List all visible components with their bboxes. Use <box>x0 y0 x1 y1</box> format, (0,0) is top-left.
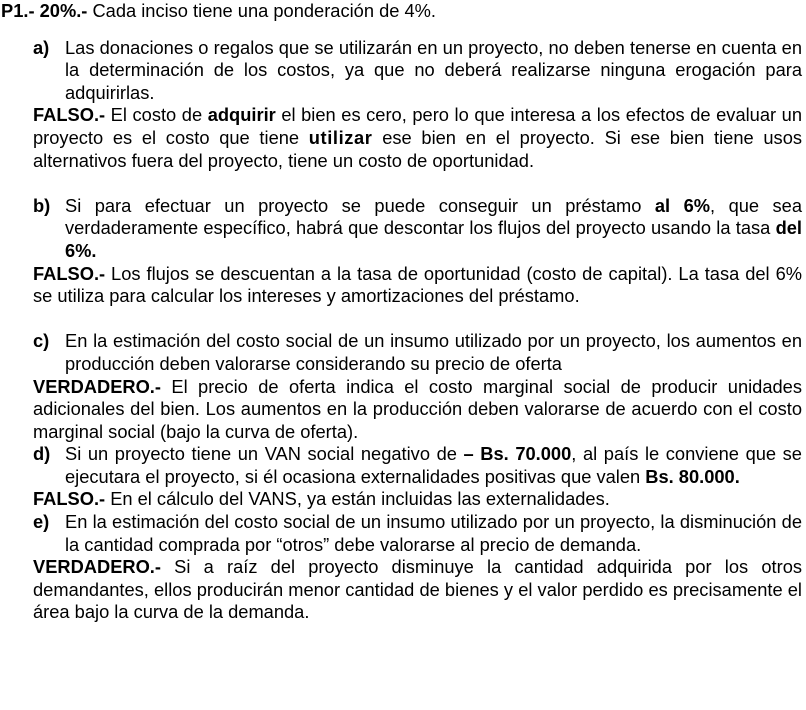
item-b-rate-1: al 6% <box>654 194 711 216</box>
item-e-text: En la estimación del costo social de un insumo utilizado por un proyecto, la disminución de la cantidad comprada por “otros” debe valorarse al precio de demanda. <box>65 511 802 555</box>
item-e-answer-text: Si a raíz del proyecto disminuye la cantidad adquirida por los otros demandantes, ellos producirán menor cantidad de bienes y el valor perdido es precisamente el área bajo la curva de la demanda. <box>33 556 802 623</box>
item-a-verdict: FALSO.- <box>33 104 106 126</box>
item-d-answer-text: En el cálculo del VANS, ya están incluidas las externalidades. <box>105 488 610 510</box>
item-b-text-part-2: , que sea verdaderamente específico, habrá que descontar los flujos del proyecto usando la tasa <box>65 194 803 239</box>
item-a-letter: a) <box>33 36 50 58</box>
item-d-answer <box>1 488 802 511</box>
item-e-letter: e) <box>33 511 50 533</box>
item-a-answer-bold-2: utilizar <box>308 126 373 148</box>
paragraph-gap <box>1 308 802 331</box>
item-c-text: En la estimación del costo social de un insumo utilizado por un proyecto, los aumentos en producción deben valorarse considerando su precio de oferta <box>65 330 802 374</box>
question-weighting: Cada inciso tiene una ponderación de 4%. <box>87 0 436 21</box>
item-b-letter: b) <box>33 194 51 216</box>
item-c-answer <box>1 376 802 444</box>
item-e-answer <box>1 556 802 624</box>
item-d-letter: d) <box>33 443 51 465</box>
item-b-answer <box>1 263 802 308</box>
item-a-question <box>1 37 802 105</box>
paragraph-gap <box>1 172 802 195</box>
item-b-rate-2: del 6%. <box>65 217 802 261</box>
item-c-question <box>1 330 802 375</box>
item-d-question <box>1 443 802 488</box>
item-b-answer-text: Los flujos se descuentan a la tasa de oportunidad (costo de capital). La tasa del 6% se utiliza para calcular los intereses y amortizaciones del préstamo. <box>33 262 802 307</box>
item-d-amount-2: Bs. 80.000. <box>645 465 740 487</box>
question-label: P1.- 20%.- <box>1 0 88 21</box>
item-a-answer-part-3: ese bien en el proyecto. Si ese bien tiene usos alternativos fuera del proyecto, tiene un costo de oportunidad. <box>33 126 802 171</box>
item-a-text: Las donaciones o regalos que se utilizarán en un proyecto, no deben tenerse en cuenta en la determinación de los costos, ya que no deberá realizarse ninguna erogación para adquirirlas. <box>65 36 802 103</box>
item-d-verdict: FALSO.- <box>33 488 106 510</box>
item-d-text-part-1: Si un proyecto tiene un VAN social negativo de <box>65 443 464 465</box>
item-a-answer-part-2: el bien es cero, pero lo que interesa a los efectos de evaluar un proyecto es el costo que tiene <box>33 104 803 148</box>
item-e-verdict: VERDADERO.- <box>33 556 161 578</box>
item-c-verdict: VERDADERO.- <box>33 375 161 397</box>
item-b-text-part-1: Si para efectuar un proyecto se puede conseguir un préstamo <box>65 194 655 216</box>
question-header <box>1 0 802 23</box>
item-b-verdict: FALSO.- <box>33 262 106 284</box>
item-c-letter: c) <box>33 330 50 352</box>
item-a-answer-part-1: El costo de <box>105 104 208 126</box>
item-e-question <box>1 511 802 556</box>
item-a-answer-bold-1: adquirir <box>207 104 276 126</box>
item-d-amount-1: – Bs. 70.000 <box>463 443 572 465</box>
item-a-answer <box>1 104 802 172</box>
item-b-question <box>1 195 802 263</box>
item-c-answer-text: El precio de oferta indica el costo marginal social de producir unidades adicionales del bien. Los aumentos en la producción deben valorarse de acuerdo con el costo marginal social (bajo la curva de oferta). <box>33 375 802 442</box>
item-d-text-part-2: , al país le conviene que se ejecutara el proyecto, si él ocasiona externalidades positivas que valen <box>65 443 802 487</box>
